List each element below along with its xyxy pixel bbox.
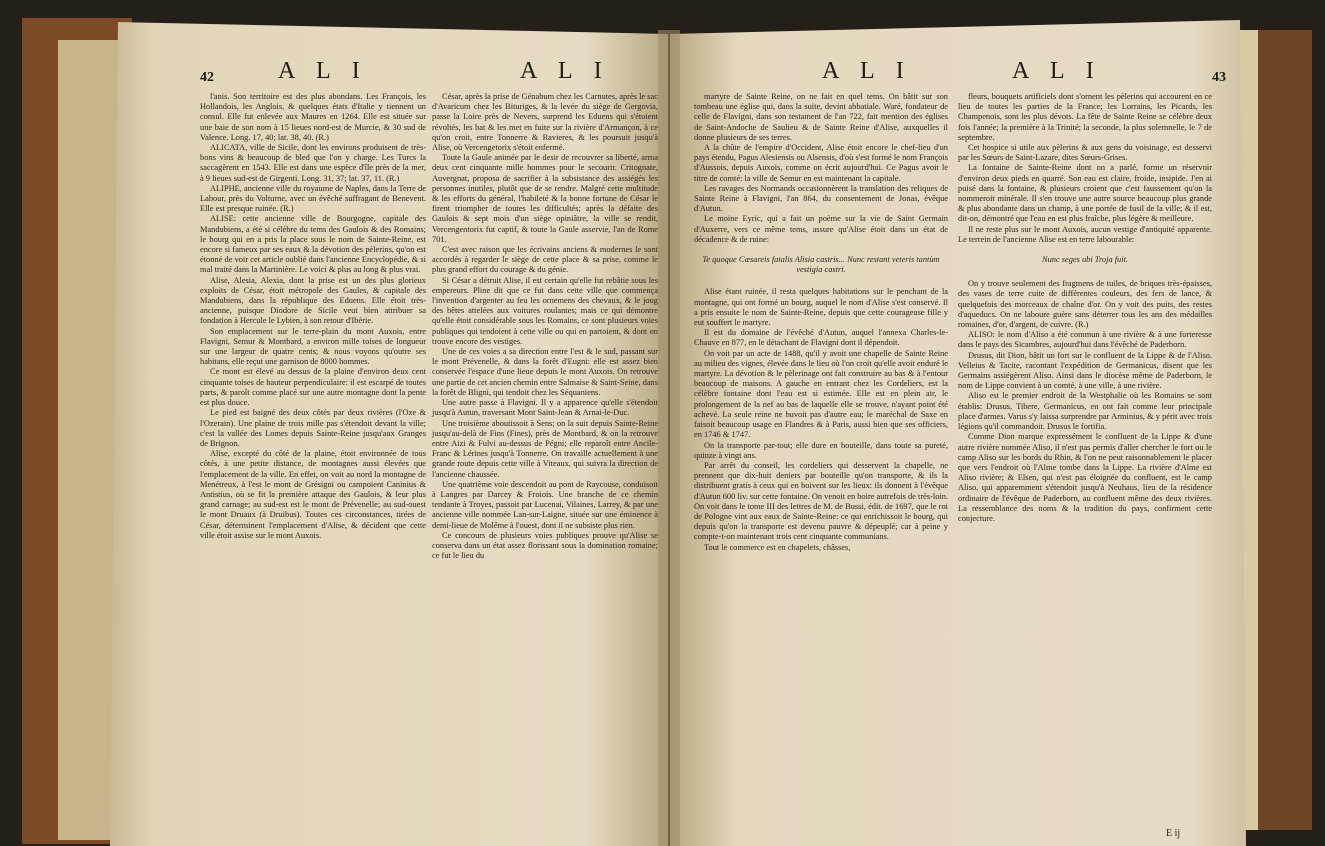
running-head-right-col1: A L I: [822, 58, 912, 84]
paragraph: Comme Dion marque expressément le confluent de la Lippe & d'une autre rivière nommée Aliso, il n'est pas permis d'aller chercher le fort ou le camp Aliso sur les bords du Rhin, & l'on ne peut raisonnablement le placer que vers l'endroit où l'Alme tombe dans la Lippe. La rivière d'Alme est Aliso rivière; & Elsen, qui n'est pas éloignée du confluent, est le camp Aliso, qui apparemment s'étendoit jusqu'à Neuhaus, lieu de la résidence ordinaire de l'évêque de Paderborn, au confluent même des deux rivières. La ressemblance des noms & la tradition du pays, confirment cette conjecture.: [958, 432, 1212, 523]
paragraph: Une troisième aboutissoit à Sens; on la suit depuis Sainte-Reine jusqu'au-delà de Fins (Fines), près de Montbard, & on la retrouve entre Aizi & Fulvi au-dessus de Pégni; elle reparoît entre Ancile-Franc & Lérines jusqu'à Tonnerre. On travaille actuellement à une grande route depuis cette ville à Viteaux, qui suivra la direction de l'ancienne chaussée.: [432, 418, 658, 479]
paragraph: martyre de Sainte Reine, on ne fait en quel tems. On bâtit sur son tombeau une église qui, dans la suite, devint abbatiale. Waré, fondateur de celle de Flavigni, dans son testament de l'an 722, fait mention des églises de Saint-Andoche de Saulieu & de Sainte Reine d'Alise, auxquelles il donne plusieurs de ses terres.: [694, 92, 948, 142]
paragraph: ALISE: cette ancienne ville de Bourgogne, capitale des Mandubiens, a été si célèbre du tems des Gaulois & des Romains; le bourg qui en a pris la place sous le nom de Sainte-Reine, est encore si fameux par ses eaux & la dévotion des pèlerins, qu'on est étonné de voir cet article oublié dans l'ancienne Encyclopédie, & si mal traité dans la Martinière. Le voici & plus au long & plus vrai.: [200, 214, 426, 275]
paragraph: On voit par un acte de 1488, qu'il y avoit une chapelle de Sainte Reine au milieu des vignes, élevée dans le lieu où l'on croit qu'elle avoit enduré le martyre. La dévotion & le pèlerinage ont fait construire au bas & à l'entour beaucoup de maisons. A gauche en entrant chez les Cordeliers, est la célèbre fontaine dont l'eau est si estimée. Elle est en plein air, le prolongement de la nef au bas de laquelle elle se trouve, n'ayant point été achevé. La seule reine ne buvoit pas d'autre eau; le maréchal de Saxe en faisoit beaucoup usage en Flandres & à Paris, aussi bien que ses officiers, en 1746 & 1747.: [694, 348, 948, 440]
paragraph: ALIPHE, ancienne ville du royaume de Naples, dans la Terre de Labour, près du Volturne, avec un évêché suffragant de Benevent. Elle est presque ruinée. (R.): [200, 183, 426, 214]
left-page-column-1: [200, 92, 426, 541]
page-number-right: 43: [1212, 70, 1226, 85]
left-page-header: [128, 58, 661, 90]
paragraph: Le pied est baigné des deux côtés par deux rivières (l'Oze & l'Ozerain). Une plaine de trois mille pas s'étendoit devant la ville; c'est la vallée des Lomes depuis Sainte-Reine jusqu'aux Granges de Brignon.: [200, 408, 426, 448]
running-head-right-col2: A L I: [1012, 58, 1102, 84]
paragraph: Une quatrième voie descendoit au pont de Raycouse, conduisoit à Langres par Darcey & Froiois. Une branche de ce chemin tendante à Troyes, passoit par Lucenai, Vilaines, Larrey, & par une ancienne ville nommée Lan-sur-Laigne, située sur une éminence à demi-lieue de Molême à l'ouest, dont il ne subsiste plus rien.: [432, 479, 658, 530]
paragraph: Une de ces voies a sa direction entre l'est & le sud, passant sur le mont Prévenelle, & dans la forêt d'Eugni: elle est assez bien conservée l'espace d'une lieue depuis le mont Auxois. On retrouve une partie de cet ancien chemin entre Salmaise & Saint-Seine, dans la forêt de Bligni, qui tendoit chez les Séquaniens.: [432, 347, 658, 397]
right-page-column-2: [958, 92, 1212, 524]
paragraph: Il ne reste plus sur le mont Auxois, aucun vestige d'antiquité apparente. Le terrein de l'ancienne Alise est en terre labourable:: [958, 224, 1212, 244]
paragraph: Toute la Gaule animée par le desir de recouvrer sa liberté, arma deux cent cinquante mille hommes pour le secourir. Critognate, Auvergnat, proposa de sacrifier à la subsistance des assiégés les personnes inutiles, plutôt que de se rendre. Malgré cette multitude & les efforts du général, l'habileté & la bonne fortune de César le firent triompher de toutes les difficultés; après la défaite des Gaulois & sept mois d'un siège opiniâtre, la ville se rendit, Vercengentorix fut captif, & toute la Gaule asservie, l'an de Rome 701.: [432, 153, 658, 244]
latin-quotation: Te quoque Cæsareis fatalis Alisia castris... Nunc restant veteris tantùm vestigia castri.: [702, 255, 940, 275]
paragraph: C'est avec raison que les écrivains anciens & modernes le sont accordés à regarder le siège de cette place & sa prise, comme le plus grand effort du courage & du génie.: [432, 245, 658, 275]
running-head-left-col1: A L I: [278, 58, 368, 84]
right-page-header: [676, 58, 1236, 90]
right-page: [676, 0, 1236, 846]
running-head-left-col2: A L I: [520, 58, 610, 84]
signature-mark: E ij: [1166, 828, 1181, 839]
paragraph: Les ravages des Normands occasionnèrent la translation des reliques de Sainte Reine à Flavigni, l'an 864, du consentement de Jonas, évêque d'Autun.: [694, 183, 948, 214]
paragraph: l'anis. Son territoire est des plus abondans. Les François, les Hollandois, les Anglois, & quelques états d'Italie y tiennent un consul. Elle fut enlevée aux Maures en 1264. Elle est située sur une baie de son nom à 15 lieues nord-est de Murcie, & 30 sud de Valence. Long. 17, 40; lat. 38, 40. (R.): [200, 92, 426, 142]
paragraph: ALICATA, ville de Sicile, dont les environs produisent de très-bons vins & beaucoup de bled que l'on y charge. Les Turcs la saccagèrent en 1543. Elle est dans une espèce d'île près de la mer, à 9 lieues sud-est de Girgenti. Long. 31, 37; lat. 37, 11. (R.): [200, 143, 426, 183]
paragraph: Tout le commerce est en chapelets, châsses,: [704, 542, 851, 552]
paragraph: La fontaine de Sainte-Reine dont on a parlé, forme un réservoir d'environ deux pieds en quarré. Son eau est claire, froide, insipide. J'en ai puisé dans la fontaine, & plusieurs croient que c'est faussement qu'on la nommeroit minérale. Il s'en trouve une autre source beaucoup plus grande & plus abondante dans un champ, à une portée de fusil de la ville; & il est, dit-on, démontré que l'eau en est plus fraîche, plus légère & meilleure.: [958, 163, 1212, 224]
paragraph: Aliso est le premier endroit de la Westphalie où les Romains se sont établis: Drusus, Tibere, Germanicus, en ont fait comme leur principale place d'armes. Varus s'y laissa surprendre par Arminius, & y périt avec trois légions qu'il commandoit. Drusus le fortifia.: [958, 391, 1212, 432]
paragraph: Par arrêt du conseil, les cordeliers qui desservent la chapelle, ne prennent que dix-huit deniers par bouteille qu'on transporte, & ils la distribuent gratis à ceux qui en boivent sur les lieux: ils donnent à l'évêque d'Autun 600 liv. sur cette fontaine. On venoit en boire autrefois de très-loin. On voit dans le tome III des lettres de M. de Bussi, édit. de 1697, que le roi de Pologne vint aux eaux de Sainte-Reine: ce qui enrichissoit le bourg, qui depuis qu'on la transporte est devenu pauvre & dépeuplé; car à peine y compte-t-on maintenant trois cent cinquante communians.: [694, 460, 948, 542]
paragraph: Alise, Alesia, Alexia, dont la prise est un des plus glorieux exploits de César, étoit métropole des Gaules, & capitale des Mandubiens, dans la république des Eduens. Elle étoit très-ancienne, puisque Diodore de Sicile veut bien attribuer sa fondation à Hercule le Lybien, à son retour d'Ibérie.: [200, 275, 426, 326]
paragraph: Une autre passe à Flavigni. Il y a apparence qu'elle s'étendoit jusqu'à Autun, traversant Mont Saint-Jean & Arnai-le-Duc.: [432, 398, 658, 418]
right-page-column-1: [694, 92, 948, 553]
page-number-left: 42: [200, 70, 214, 85]
paragraph: Le moine Eyric, qui a fait un poème sur la vie de Saint Germain d'Auxerre, vers ce même tems, assure qu'Alise étoit dans un état de décadence & de ruine:: [694, 214, 948, 244]
paragraph: ALISO: le nom d'Aliso a été commun à une rivière & à une forteresse dans le pays des Sicambres, aujourd'hui dans l'évêché de Paderborn.: [958, 330, 1212, 350]
paragraph: Cet hospice si utile aux pèlerins & aux gens du voisinage, est desservi par les Sœurs de Saint-Lazare, dites Sœurs-Grises.: [958, 143, 1212, 163]
left-page: [128, 0, 661, 846]
paragraph: fleurs, bouquets artificiels dont s'ornent les pèlerins qui accourent en ce lieu de toutes les parties de la France; les Lorrains, les Picards, les Champenois, sont les plus dévots. La fête de Sainte Reine se célèbre deux fois l'année; la première à la Trinité; la seconde, la plus solemnelle, le 7 de septembre.: [958, 92, 1212, 142]
paragraph: Drusus, dit Dion, bâtit un fort sur le confluent de la Lippe & de l'Aliso. Velleius & Tacite, racontant l'expédition de Germanicus, disent que les Germains assiégèrent Aliso. Ainsi dans le diocèse même de Paderborn, le nom de Lippe convient à un comté, à une ville, à une rivière.: [958, 350, 1212, 391]
paragraph: Alise, excepté du côté de la plaine, étoit environnée de tous côtés, à une petite distance, de montagnes aussi élevées que l'emplacement de la ville. En effet, on voit au nord la montagne de Menétreux, à l'est le mont de Grésigni ou campoient Caninius & Antistius, où se fit la première attaque des Gaulois, & leur plus grand carnage; au sud-est est le mont de Prévenelle; au sud-ouest le mont Druaux (à Druibus). Toutes ces circonstances, tirées de César, déterminent l'emplacement d'Alise, & décident que cette ville étoit assise sur le mont Auxois.: [200, 449, 426, 540]
paragraph: Alise étant ruinée, il resta quelques habitations sur le penchant de la montagne, qui ont formé un bourg, auquel le nom d'Alise s'est conservé. Il a pris ensuite le nom de Sainte-Reine, depuis que cette courageuse fille y eut souffert le martyre.: [694, 287, 948, 328]
left-page-column-2: [432, 92, 658, 561]
paragraph: On la transporte par-tout; elle dure en bouteille, dans toute sa pureté, quinze à vingt ans.: [694, 440, 948, 460]
paragraph: César, après la prise de Génabum chez les Carnutes, après le sac d'Avaricum chez les Bituriges, & la levée du siège de Gergovia, passe la Loire près de Nevers, surprend les Eduens qui s'étoient révoltés, les bat & les met en fuite sur la rivière d'Armançon, à ce qu'on croit, entre Tonnerre & Ravieres, & les poursuit jusqu'à Alise, où Vercengetorix s'étoit enfermé.: [432, 92, 658, 153]
paragraph: Ce concours de plusieurs voies publiques prouve qu'Alise se conserva dans un état assez florissant sous la domination romaine; ce fut le lieu du: [432, 530, 658, 561]
paragraph: Il est du domaine de l'évêché d'Autun, auquel l'annexa Charles-le-Chauve en 877, en le détachant de Flavigni dont il dépendoit.: [694, 328, 948, 348]
paragraph: Son emplacement sur le terre-plain du mont Auxois, entre Flavigni, Semur & Montbard, a environ mille toises de longueur sur une largeur de quatre cents; & nous voyons qu'outre ses habitans, elle reçut une garnison de 8000 hommes.: [200, 326, 426, 367]
paragraph: A la chûte de l'empire d'Occident, Alise étoit encore le chef-lieu d'un pays étendu, Pagus Alesiensis ou Alsensis, d'où s'est formé le nom François d'Aussois, depuis Auxois, comme on écrit aujourd'hui. Ce Pagus avoit le titre de comté: la ville de Semur en est maintenant la capitale.: [694, 143, 948, 183]
paragraph: Si César a détruit Alise, il est certain qu'elle fut rebâtie sous les empereurs. Pline dit que ce fut dans cette ville que commença l'invention d'argenter au feu les ornemens des chevaux, & le joug des bêtes attelées aux voitures roulantes; mais ce qui démontre qu'elle étoit considérable sous les Romains, ce sont plusieurs voies publiques qui tendoient à cette ville ou qui en partoient, & dont on trouve encore des vestiges.: [432, 275, 658, 346]
latin-quotation: Nunc seges ubi Troja fuit.: [1041, 255, 1128, 265]
paragraph: On y trouve seulement des fragmens de tuiles, de briques très-épaisses, des vases de terre cuite de différentes couleurs, des fers de lance, & quelquefois des morceaux de chaîne d'or. On y voit des puits, des restes d'aqueducs. On ne laboure guère sans déterrer tous les ans des médailles romaines, d'or, d'argent, de cuivre. (R.): [958, 279, 1212, 330]
paragraph: Ce mont est élevé au dessus de la plaine d'environ deux cent cinquante toises de hauteur perpendiculaire: il est escarpé de toutes parts, & paroît comme placé sur une autre montagne dont la pente est plus douce.: [200, 367, 426, 408]
